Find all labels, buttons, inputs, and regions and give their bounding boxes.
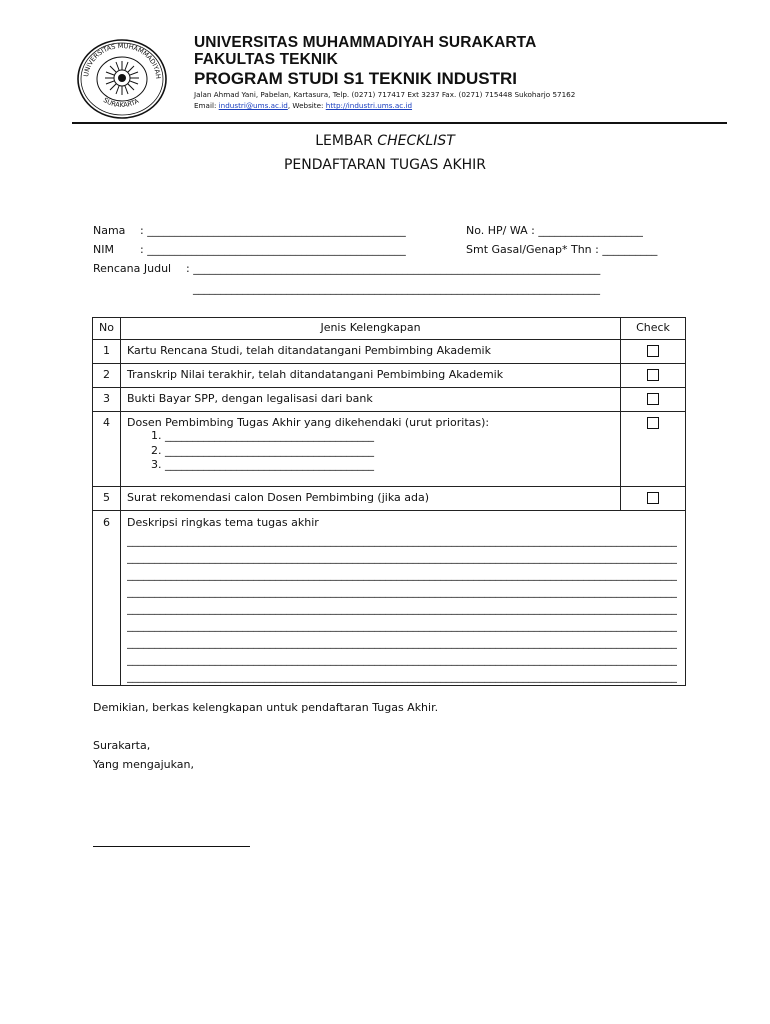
advisor-choice-2[interactable]: 2. ______________________________________ (151, 443, 374, 457)
letterhead (194, 34, 575, 111)
applicant-label: Yang mengajukan, (93, 758, 194, 771)
hp-field[interactable]: No. HP/ WA : ___________________ (466, 224, 643, 237)
university-name: UNIVERSITAS MUHAMMADIYAH SURAKARTA (194, 34, 537, 51)
semester-field[interactable]: Smt Gasal/Genap* Thn : __________ (466, 243, 658, 256)
checklist-table (92, 317, 686, 686)
checkbox-2[interactable] (647, 369, 659, 381)
description-line[interactable]: ____________________________________________________________________________________________________ (127, 653, 677, 666)
checkbox-3[interactable] (647, 393, 659, 405)
table-row: 4 Dosen Pembimbing Tugas Akhir yang dikehendaki (urut prioritas): 1. ______________________________________ 2. ______________________________________ 3. ______________________________________ (93, 412, 686, 487)
judul-field-line1[interactable]: : __________________________________________________________________________ (186, 262, 601, 275)
header-check: Check (621, 318, 686, 340)
website-link[interactable]: http://industri.ums.ac.id (325, 101, 413, 110)
address: Jalan Ahmad Yani, Pabelan, Kartasura, Telp. (0271) 717417 Ext 3237 Fax. (0271) 715448 Sukoharjo 57162 (194, 90, 576, 99)
signing-place: Surakarta, (93, 739, 151, 752)
advisor-list (127, 429, 620, 473)
description-line[interactable]: ____________________________________________________________________________________________________ (127, 619, 677, 632)
description-line[interactable]: ____________________________________________________________________________________________________ (127, 534, 677, 547)
table-row: 6 Deskripsi ringkas tema tugas akhir ____________________________________________________________________________________________________ ____________________________________________________________________________________________________ ____________________________________________________________________________________________________ ____________________________________________________________________________________________________ ____________________________________________________________________________________________________ ____________________________________________________________________________________________________ ____________________________________________________________________________________________________ ____________________________________________________________________________________________________ ____________________________________________________________________________________________________ (93, 511, 686, 686)
description-line[interactable]: ____________________________________________________________________________________________________ (127, 670, 677, 683)
email-link[interactable]: industri@ums.ac.id (218, 101, 288, 110)
description-line[interactable]: ____________________________________________________________________________________________________ (127, 585, 677, 598)
table-row: 2 Transkrip Nilai terakhir, telah ditandatangani Pembimbing Akademik (93, 364, 686, 388)
advisor-choice-1[interactable]: 1. ______________________________________ (151, 429, 374, 442)
table-header-row (93, 318, 686, 340)
university-logo (76, 38, 168, 120)
checkbox-1[interactable] (647, 345, 659, 357)
document-title: LEMBAR CHECKLIST (315, 133, 455, 149)
header-item: Jenis Kelengkapan (121, 318, 621, 340)
header-no: No (93, 318, 121, 340)
document-subtitle: PENDAFTARAN TUGAS AKHIR (283, 157, 487, 173)
nama-field[interactable]: : _______________________________________________ (140, 224, 406, 237)
judul-label: Rencana Judul (93, 262, 172, 275)
table-row: 1 Kartu Rencana Studi, telah ditandatangani Pembimbing Akademik (93, 340, 686, 364)
description-line[interactable]: ____________________________________________________________________________________________________ (127, 636, 677, 649)
checkbox-4[interactable] (647, 417, 659, 429)
description-line[interactable]: ____________________________________________________________________________________________________ (127, 602, 677, 615)
faculty-name: FAKULTAS TEKNIK (194, 51, 338, 68)
nama-label: Nama (93, 224, 126, 237)
contact-line: Email: industri@ums.ac.id, Website: http://industri.ums.ac.id (194, 101, 413, 110)
signature-line[interactable] (93, 846, 250, 847)
advisor-choice-3[interactable]: 3. ______________________________________ (151, 458, 374, 471)
svg-text:SURAKARTA: SURAKARTA (101, 96, 141, 110)
program-name: PROGRAM STUDI S1 TEKNIK INDUSTRI (194, 69, 518, 88)
table-row: 5 Surat rekomendasi calon Dosen Pembimbing (jika ada) (93, 487, 686, 511)
svg-text:UNIVERSITAS MUHAMMADIYAH: UNIVERSITAS MUHAMMADIYAH (82, 41, 163, 80)
judul-field-line2[interactable]: __________________________________________________________________________ (193, 282, 600, 295)
nim-label: NIM (93, 243, 114, 256)
table-row: 3 Bukti Bayar SPP, dengan legalisasi dari bank (93, 388, 686, 412)
header-divider (72, 122, 727, 124)
description-line[interactable]: ____________________________________________________________________________________________________ (127, 551, 677, 564)
closing-statement: Demikian, berkas kelengkapan untuk pendaftaran Tugas Akhir. (93, 701, 439, 714)
description-line[interactable]: ____________________________________________________________________________________________________ (127, 568, 677, 581)
checkbox-5[interactable] (647, 492, 659, 504)
nim-field[interactable]: : _______________________________________________ (140, 243, 406, 256)
